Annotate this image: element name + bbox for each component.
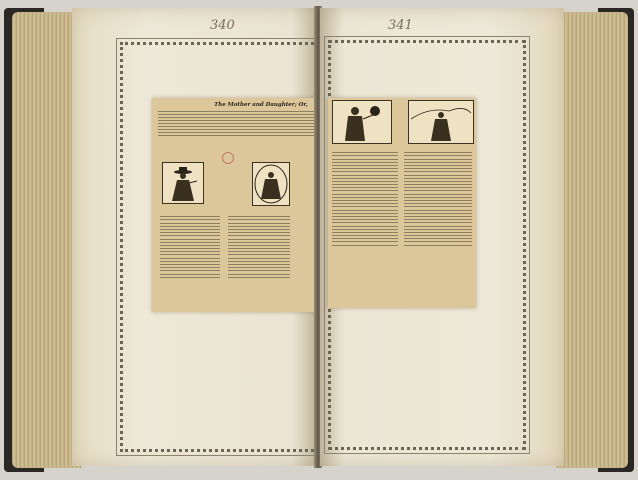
verse-column-2	[228, 214, 290, 280]
right-page	[320, 8, 564, 466]
broadside-title: The Mother and Daughter; Or,	[214, 102, 308, 108]
page-edges-right	[556, 12, 628, 468]
folio-number-right: 341	[388, 18, 413, 33]
woman-in-oval-woodcut	[252, 162, 290, 206]
folio-number-left: 340	[210, 18, 235, 33]
library-stamp	[222, 152, 234, 164]
woman-with-hat-woodcut	[162, 162, 204, 204]
verse-column-4	[404, 150, 472, 248]
broadside-sheet-right	[328, 98, 476, 308]
left-page	[72, 8, 316, 466]
verse-column-3	[332, 150, 398, 248]
woman-standing-woodcut	[408, 100, 474, 144]
man-with-fan-woodcut	[332, 100, 392, 144]
verse-column-1	[160, 214, 220, 280]
